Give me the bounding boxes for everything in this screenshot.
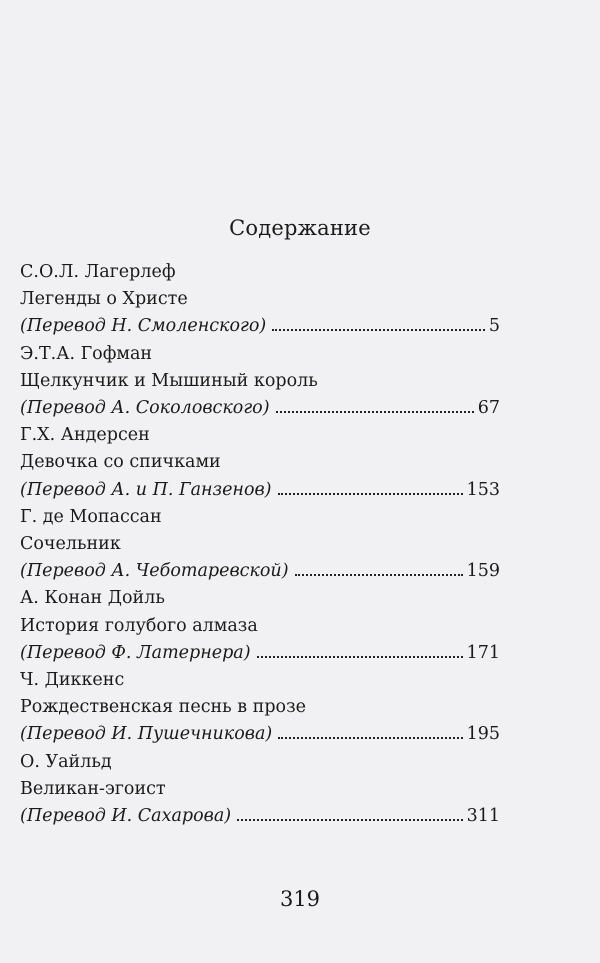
entry-page-number: 5	[488, 316, 500, 337]
entry-author: Г.Х. Андерсен	[20, 425, 150, 446]
page-number: 319	[279, 887, 321, 911]
dot-leader	[295, 574, 463, 576]
entry-author: С.О.Л. Лагерлеф	[20, 262, 176, 282]
entry-work: Девочка со спичками	[20, 452, 221, 473]
toc-entry	[20, 259, 500, 341]
entry-work: Щелкунчик и Мышиный король	[20, 370, 318, 391]
toc-entry	[20, 504, 500, 586]
table-of-contents	[20, 259, 500, 830]
entry-page-number: 159	[466, 561, 500, 582]
entry-author: А. Конан Дойль	[20, 588, 165, 609]
entry-page-number: 311	[466, 806, 500, 827]
entry-work: Сочельник	[20, 534, 121, 555]
entry-author: Э.Т.А. Гофман	[20, 343, 153, 364]
entry-author: Г. де Мопассан	[20, 506, 162, 527]
dot-leader	[237, 819, 463, 821]
entry-work: История голубого алмаза	[20, 615, 258, 636]
toc-entry	[20, 749, 500, 831]
toc-entry	[20, 422, 500, 504]
entry-translator: (Перевод И. Пушечникова)	[20, 724, 273, 745]
dot-leader	[278, 737, 462, 739]
entry-work: Рождественская песнь в прозе	[20, 697, 306, 718]
entry-translator: (Перевод А. и П. Ганзенов)	[20, 479, 272, 500]
entry-page-number: 171	[466, 642, 500, 663]
entry-page-number: 195	[466, 724, 500, 745]
entry-work: Великан-эгоист	[20, 778, 166, 799]
entry-translator-row	[20, 721, 500, 748]
entry-translator: (Перевод А. Соколовского)	[20, 398, 270, 419]
entry-translator-row	[20, 477, 500, 504]
entry-page-number: 67	[477, 398, 500, 419]
contents-heading: Содержание	[229, 216, 371, 240]
toc-entry	[20, 341, 500, 423]
entry-author: О. Уайльд	[20, 751, 112, 772]
entry-translator: (Перевод А. Чеботаревской)	[20, 561, 289, 582]
dot-leader	[272, 329, 485, 331]
entry-page-number: 153	[466, 479, 500, 500]
toc-entry	[20, 667, 500, 749]
entry-translator-row	[20, 313, 500, 340]
dot-leader	[257, 656, 463, 658]
dot-leader	[276, 411, 474, 413]
entry-translator-row	[20, 803, 500, 830]
entry-work: Легенды о Христе	[20, 289, 188, 310]
entry-translator-row	[20, 395, 500, 422]
entry-translator: (Перевод И. Сахарова)	[20, 806, 232, 827]
entry-author: Ч. Диккенс	[20, 670, 125, 691]
toc-entry	[20, 585, 500, 667]
entry-translator: (Перевод Ф. Латернера)	[20, 642, 251, 663]
dot-leader	[278, 493, 463, 495]
entry-translator-row	[20, 640, 500, 667]
entry-translator: (Перевод Н. Смоленского)	[20, 316, 267, 337]
entry-translator-row	[20, 558, 500, 585]
